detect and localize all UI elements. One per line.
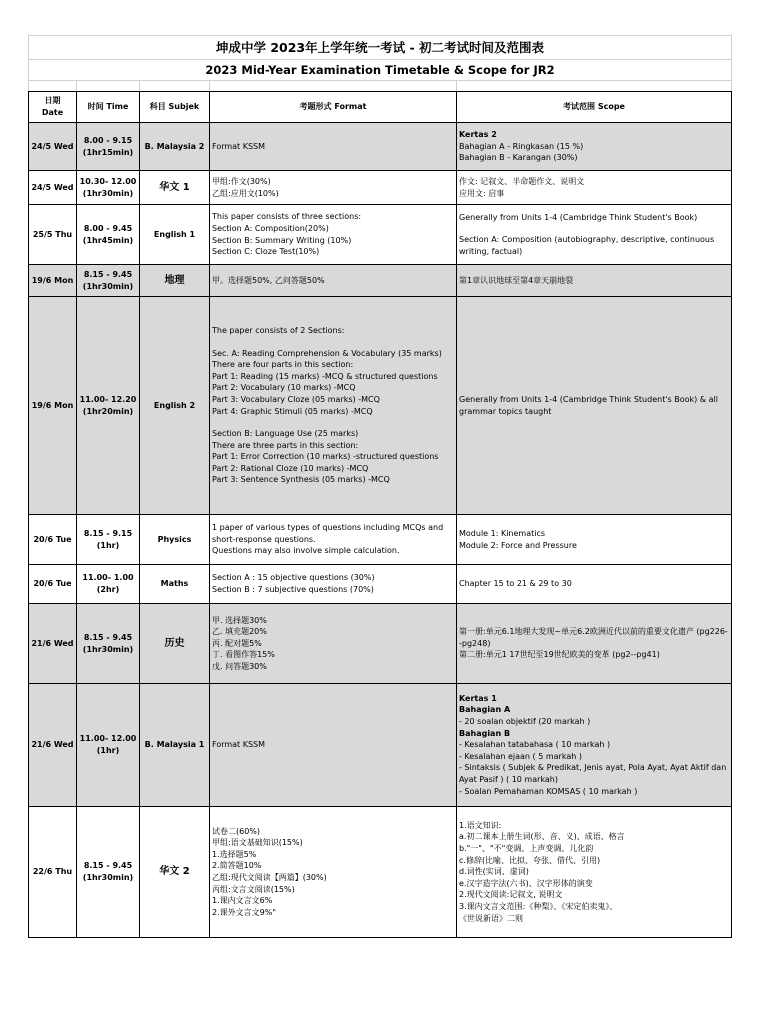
- header-date-zh: 日期: [44, 96, 61, 106]
- table-row: [29, 565, 732, 604]
- scope-line: - Kesalahan ejaan ( 5 markah ): [459, 751, 582, 761]
- scope-line: e.汉字造字法(六书)、汉字形体的演变: [459, 878, 593, 888]
- format-line: Section B: Summary Writing (10%): [212, 235, 352, 245]
- cell-date: 22/6 Thu: [29, 807, 77, 938]
- scope-line: Bahagian A: [459, 705, 511, 715]
- time-range: 11.00- 1.00: [82, 573, 134, 583]
- format-line: 戊. 问答题30%: [212, 661, 267, 671]
- format-line: 甲组:语文基础知识(15%): [212, 838, 303, 848]
- table-row: [29, 515, 732, 565]
- cell-scope: [457, 807, 732, 938]
- cell-scope: [457, 684, 732, 807]
- scope-line: Module 1: Kinematics: [459, 528, 546, 538]
- format-line: Sec. A: Reading Comprehension & Vocabulary (35 marks): [212, 348, 442, 358]
- title-english: 2023 Mid-Year Examination Timetable & Scope for JR2: [29, 60, 731, 81]
- cell-subject: Physics: [140, 515, 210, 565]
- cell-time: [77, 807, 140, 938]
- duration: (2hr): [96, 585, 120, 594]
- scope-line: [459, 223, 729, 234]
- cell-date: 24/5 Wed: [29, 171, 77, 205]
- format-line: 丙组:文言文阅读(15%): [212, 884, 295, 894]
- cell-subject: B. Malaysia 2: [140, 123, 210, 171]
- cell-time: [77, 604, 140, 684]
- table-row: [29, 205, 732, 265]
- format-line: Part 4: Graphic Stimuli (05 marks) -MCQ: [212, 406, 373, 416]
- format-line: 乙组:应用文(10%): [212, 188, 279, 198]
- format-line: 1.选择题5%: [212, 849, 257, 859]
- duration: (1hr30min): [82, 873, 134, 882]
- format-line: [212, 337, 454, 348]
- scope-line: Kertas 2: [459, 130, 497, 140]
- scope-line: b."一"、"不"变调、上声变调、儿化韵: [459, 844, 594, 854]
- scope-line: - Soalan Pemahaman KOMSAS ( 10 markah ): [459, 786, 638, 796]
- format-line: Part 2: Rational Cloze (10 marks) -MCQ: [212, 463, 369, 473]
- cell-subject: 华文 1: [140, 171, 210, 205]
- format-line: Part 1: Reading (15 marks) -MCQ & structured questions: [212, 371, 438, 381]
- scope-line: Section A: Composition (autobiography, descriptive, continuous writing, factual): [459, 235, 715, 256]
- duration: (1hr30min): [82, 644, 134, 654]
- header-date: [29, 92, 77, 123]
- cell-date: 19/6 Mon: [29, 265, 77, 297]
- cell-scope: [457, 205, 732, 265]
- header-date-en: Date: [41, 108, 64, 117]
- format-line: Section A : 15 objective questions (30%): [212, 573, 375, 583]
- cell-subject: B. Malaysia 1: [140, 684, 210, 807]
- format-line: Part 2: Vocabulary (10 marks) -MCQ: [212, 383, 356, 393]
- cell-time: [77, 171, 140, 205]
- format-line: There are three parts in this section:: [212, 440, 359, 450]
- format-line: 丙. 配对题5%: [212, 638, 262, 648]
- format-line: Part 3: Sentence Synthesis (05 marks) -MCQ: [212, 475, 390, 485]
- format-line: Section A: Composition(20%): [212, 223, 329, 233]
- cell-format: [210, 604, 457, 684]
- format-line: 2.课外文言文9%": [212, 907, 277, 917]
- format-line: Part 3: Vocabulary Cloze (05 marks) -MCQ: [212, 394, 380, 404]
- scope-line: 第一册:单元6.1地理大发现~单元6.2欧洲近代以前的重要文化遗产 (pg226--pg248): [459, 627, 728, 648]
- table-row: [29, 684, 732, 807]
- scope-line: Bahagian B: [459, 728, 511, 738]
- cell-subject: Maths: [140, 565, 210, 604]
- format-line: 甲组:作文(30%): [212, 176, 271, 186]
- format-line: 2.简答题10%: [212, 861, 262, 871]
- cell-time: [77, 565, 140, 604]
- table-row: [29, 265, 732, 297]
- cell-format: [210, 515, 457, 565]
- cell-format: [210, 205, 457, 265]
- scope-line: - Sintaksis ( Subjek & Predikat, Jenis ayat, Pola Ayat, Ayat Aktif dan Ayat Pasif ) ( 10 markah): [459, 763, 727, 784]
- cell-format: [210, 807, 457, 938]
- format-line: 乙. 填充题20%: [212, 627, 267, 637]
- scope-line: c.修辞(比喻、比拟、夸张、借代、引用): [459, 855, 601, 865]
- header-row: [29, 92, 732, 123]
- format-line: 1.课内文言文6%: [212, 896, 273, 906]
- format-line: 丁. 看图作答15%: [212, 650, 275, 660]
- cell-date: 24/5 Wed: [29, 123, 77, 171]
- table-row: [29, 171, 732, 205]
- format-line: 甲。选择题50%, 乙问答题50%: [212, 275, 325, 285]
- duration: (1hr): [96, 540, 120, 550]
- cell-date: 21/6 Wed: [29, 684, 77, 807]
- format-line: This paper consists of three sections:: [212, 212, 362, 222]
- scope-line: 第二册:单元1 17世纪至19世纪欧美的变革 (pg2--pg41): [459, 650, 660, 660]
- cell-subject: 历史: [140, 604, 210, 684]
- scope-line: Bahagian B - Karangan (30%): [459, 153, 578, 163]
- timetable: [28, 91, 732, 938]
- scope-line: 1.语文知识:: [459, 820, 502, 830]
- cell-date: 25/5 Thu: [29, 205, 77, 265]
- time-range: 8.15 - 9.45: [83, 861, 133, 871]
- timetable-body: [29, 123, 732, 938]
- duration: (1hr15min): [82, 147, 134, 157]
- cell-date: 21/6 Wed: [29, 604, 77, 684]
- format-line: There are four parts in this section:: [212, 360, 354, 370]
- cell-time: [77, 265, 140, 297]
- scope-line: 应用文: 启事: [459, 188, 505, 198]
- format-line: Section C: Cloze Test(10%): [212, 247, 320, 257]
- time-range: 10.30- 12.00: [79, 176, 137, 186]
- title-chinese: 坤成中学 2023年上学年统一考试 - 初二考试时间及范围表: [29, 36, 731, 60]
- cell-scope: [457, 604, 732, 684]
- cell-time: [77, 297, 140, 515]
- scope-line: 《世说新语》二则: [459, 913, 523, 923]
- cell-scope: [457, 515, 732, 565]
- cell-time: [77, 515, 140, 565]
- format-line: Section B: Language Use (25 marks): [212, 429, 359, 439]
- cell-format: [210, 684, 457, 807]
- format-line: Questions may also involve simple calculation.: [212, 546, 400, 556]
- cell-time: [77, 123, 140, 171]
- time-range: 8.00 - 9.45: [83, 223, 133, 233]
- format-line: 甲. 选择题30%: [212, 615, 267, 625]
- duration: (1hr30min): [82, 281, 134, 291]
- duration: (1hr20min): [82, 406, 134, 416]
- table-row: [29, 297, 732, 515]
- format-line: Format KSSM: [212, 740, 266, 750]
- scope-line: 第1章认识地球至第4章天崩地裂: [459, 275, 574, 285]
- duration: (1hr30min): [82, 188, 134, 198]
- time-range: 8.15 - 9.45: [83, 632, 133, 642]
- format-line: The paper consists of 2 Sections:: [212, 325, 345, 335]
- header-subject: 科目 Subjek: [140, 92, 210, 123]
- format-line: 1 paper of various types of questions including MCQs and short-response questions.: [212, 523, 444, 544]
- cell-subject: English 1: [140, 205, 210, 265]
- cell-subject: English 2: [140, 297, 210, 515]
- scope-line: 作文: 记叙文、半命题作文、说明文: [459, 176, 585, 186]
- time-range: 8.15 - 9.15: [83, 528, 133, 538]
- scope-line: a.初二课本上册生词(形、音、义)、成语、格言: [459, 832, 625, 842]
- time-range: 11.00- 12.20: [79, 394, 137, 404]
- table-row: [29, 123, 732, 171]
- scope-line: Module 2: Force and Pressure: [459, 540, 577, 550]
- scope-line: - Kesalahan tatabahasa ( 10 markah ): [459, 740, 611, 750]
- cell-scope: [457, 565, 732, 604]
- cell-time: [77, 684, 140, 807]
- format-line: 试卷二(60%): [212, 826, 261, 836]
- time-range: 8.15 - 9.45: [83, 269, 133, 279]
- header-time: 时间 Time: [77, 92, 140, 123]
- cell-scope: [457, 265, 732, 297]
- scope-line: Chapter 15 to 21 & 29 to 30: [459, 579, 572, 589]
- scope-line: Generally from Units 1-4 (Cambridge Think Student's Book) & all grammar topics taught: [459, 394, 718, 416]
- duration: (1hr45min): [82, 235, 134, 245]
- cell-date: 20/6 Tue: [29, 565, 77, 604]
- cell-format: [210, 565, 457, 604]
- format-line: Format KSSM: [212, 141, 266, 151]
- scope-line: Generally from Units 1-4 (Cambridge Think Student's Book): [459, 212, 698, 222]
- cell-format: [210, 171, 457, 205]
- cell-subject: 华文 2: [140, 807, 210, 938]
- scope-line: 3.课内文言文范围:《种梨》、《宋定伯卖鬼》、: [459, 901, 618, 911]
- duration: (1hr): [96, 746, 120, 755]
- format-line: Section B : 7 subjective questions (70%): [212, 585, 374, 594]
- title-block: [28, 35, 732, 94]
- time-range: 11.00- 12.00: [79, 734, 137, 744]
- cell-scope: [457, 171, 732, 205]
- cell-format: [210, 265, 457, 297]
- format-line: Part 1: Error Correction (10 marks) -structured questions: [212, 452, 439, 462]
- cell-time: [77, 205, 140, 265]
- table-row: [29, 604, 732, 684]
- scope-line: 2.现代文阅读:记叙文, 说明文: [459, 890, 563, 900]
- time-range: 8.00 - 9.15: [83, 135, 133, 145]
- table-row: [29, 807, 732, 938]
- scope-line: Bahagian A - Ringkasan (15 %): [459, 141, 584, 151]
- cell-scope: [457, 297, 732, 515]
- header-scope: 考试范围 Scope: [457, 92, 732, 123]
- scope-line: - 20 soalan objektif (20 markah ): [459, 717, 591, 727]
- format-line: 乙组:现代文阅读【两篇】(30%): [212, 873, 327, 882]
- cell-date: 19/6 Mon: [29, 297, 77, 515]
- format-line: [212, 417, 454, 428]
- scope-line: d.词性(实词、虚词): [459, 867, 529, 877]
- cell-format: [210, 297, 457, 515]
- scope-line: Kertas 1: [459, 693, 497, 703]
- cell-scope: [457, 123, 732, 171]
- cell-date: 20/6 Tue: [29, 515, 77, 565]
- header-format: 考题形式 Format: [210, 92, 457, 123]
- cell-format: [210, 123, 457, 171]
- cell-subject: 地理: [140, 265, 210, 297]
